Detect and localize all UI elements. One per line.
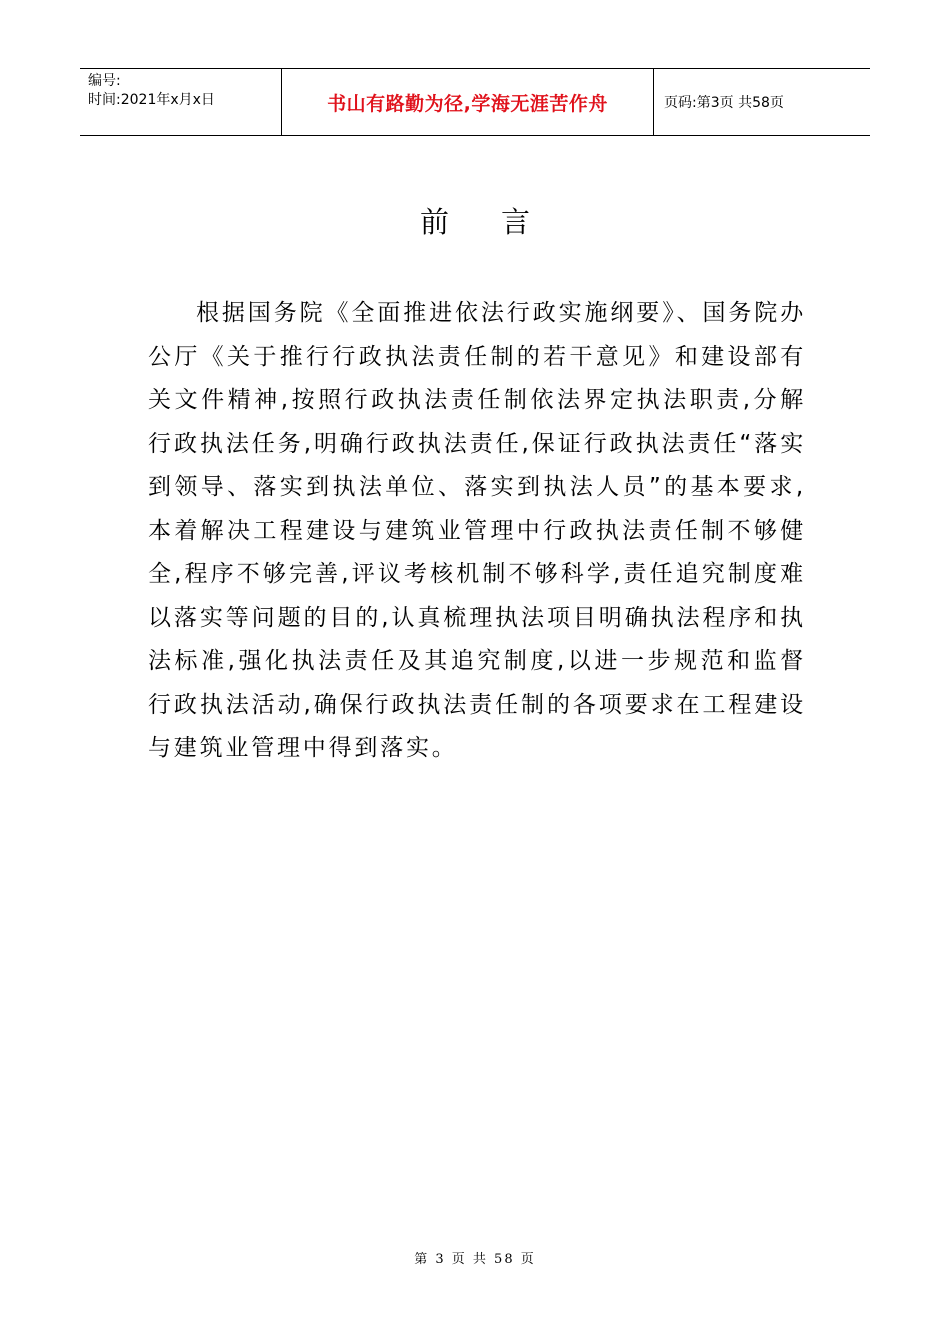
header-meta bbox=[80, 69, 282, 135]
document-number-label: 编号: bbox=[88, 73, 121, 89]
preface-paragraph: 根据国务院《全面推进依法行政实施纲要》、国务院办公厅《关于推行行政执法责任制的若干意见》和建设部有关文件精神,按照行政执法责任制依法界定执法职责,分解行政执法任务,明确行政执法责任,保证行政执法责任“落实到领导、落实到执法单位、落实到执法人员”的基本要求,本着解决工程建设与建筑业管理中行政执法责任制不够健全,程序不够完善,评议考核机制不够科学,责任追究制度难以落实等问题的目的,认真梳理执法项目明确执法程序和执法标准,强化执法责任及其追究制度,以进一步规范和监督行政执法活动,确保行政执法责任制的各项要求在工程建设与建筑业管理中得到落实。 bbox=[148, 300, 806, 761]
page-title: 前言 bbox=[419, 205, 582, 239]
header-page-info: 页码:第3页 共58页 bbox=[664, 95, 784, 111]
document-time-label: 时间:2021年x月x日 bbox=[88, 92, 215, 108]
page-footer: 第 3 页 共 58 页 bbox=[414, 1252, 536, 1267]
document-header bbox=[80, 68, 870, 136]
header-motto: 书山有路勤为径,学海无涯苦作舟 bbox=[282, 69, 654, 135]
